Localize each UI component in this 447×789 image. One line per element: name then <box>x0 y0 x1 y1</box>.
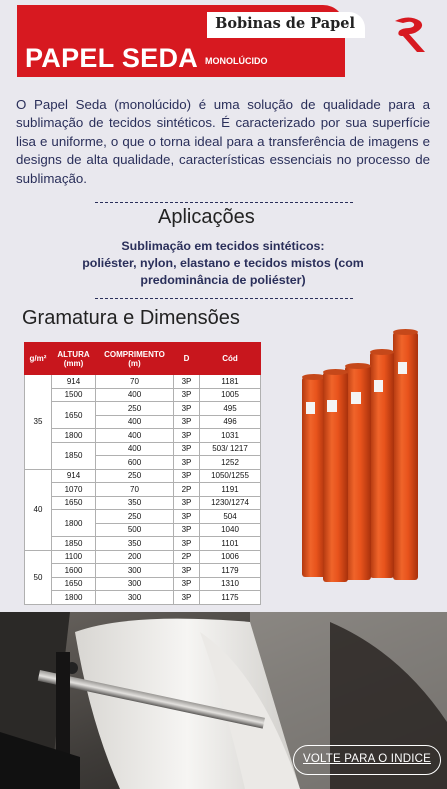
code-cell: 1101 <box>200 537 261 551</box>
height-cell: 1800 <box>52 510 96 537</box>
gsm-cell: 40 <box>25 469 52 550</box>
table-row <box>25 550 261 564</box>
code-cell: 1006 <box>200 550 261 564</box>
code-cell: 1050/1255 <box>200 469 261 483</box>
d-cell: 3P <box>174 510 200 524</box>
height-cell: 1500 <box>52 388 96 402</box>
specs-body <box>25 375 261 605</box>
col-header: D <box>174 343 200 375</box>
length-cell: 250 <box>96 402 174 416</box>
length-cell: 350 <box>96 496 174 510</box>
brand-logo <box>387 12 431 56</box>
divider <box>95 298 353 299</box>
code-cell: 503/ 1217 <box>200 442 261 456</box>
d-cell: 3P <box>174 591 200 605</box>
d-cell: 3P <box>174 523 200 537</box>
d-cell: 3P <box>174 388 200 402</box>
length-cell: 500 <box>96 523 174 537</box>
length-cell: 400 <box>96 415 174 429</box>
applications-title: Aplicações <box>158 206 255 228</box>
d-cell: 3P <box>174 469 200 483</box>
length-cell: 300 <box>96 577 174 591</box>
length-cell: 400 <box>96 388 174 402</box>
applications-line: Sublimação em tecidos sintéticos: <box>121 239 325 253</box>
height-cell: 914 <box>52 469 96 483</box>
code-cell: 495 <box>200 402 261 416</box>
height-cell: 1850 <box>52 537 96 551</box>
height-cell: 1650 <box>52 496 96 510</box>
length-cell: 300 <box>96 564 174 578</box>
table-row <box>25 591 261 605</box>
page-title: PAPEL SEDA <box>25 43 199 73</box>
length-cell: 600 <box>96 456 174 470</box>
page-subtitle: MONOLÚCIDO <box>205 56 268 66</box>
applications-line: predominância de poliéster) <box>140 273 306 287</box>
table-row <box>25 469 261 483</box>
table-row <box>25 510 261 524</box>
height-cell: 1800 <box>52 591 96 605</box>
code-cell: 1179 <box>200 564 261 578</box>
length-cell: 200 <box>96 550 174 564</box>
table-row <box>25 496 261 510</box>
code-cell: 1230/1274 <box>200 496 261 510</box>
intro-paragraph: O Papel Seda (monolúcido) é uma solução de qualidade para a sublimação de tecidos sintéticos. É caracterizado por sua superfície lisa e uniforme, o que o torna ideal para a transferência de imagens e designs de alta qualidade, características essenciais no processo de sublimação. <box>16 97 430 186</box>
length-cell: 400 <box>96 429 174 443</box>
length-cell: 70 <box>96 375 174 389</box>
d-cell: 3P <box>174 402 200 416</box>
d-cell: 3P <box>174 456 200 470</box>
d-cell: 3P <box>174 564 200 578</box>
back-to-index-button[interactable]: VOLTE PARA O INDICE <box>293 745 441 775</box>
category-label: Bobinas de Papel <box>215 15 355 32</box>
code-cell: 504 <box>200 510 261 524</box>
col-header: g/m² <box>25 343 52 375</box>
table-row <box>25 564 261 578</box>
d-cell: 2P <box>174 550 200 564</box>
code-cell: 1040 <box>200 523 261 537</box>
length-cell: 250 <box>96 469 174 483</box>
length-cell: 70 <box>96 483 174 497</box>
height-cell: 1100 <box>52 550 96 564</box>
d-cell: 3P <box>174 415 200 429</box>
d-cell: 3P <box>174 375 200 389</box>
header-banner <box>17 5 355 77</box>
height-cell: 1070 <box>52 483 96 497</box>
specs-table <box>24 342 261 605</box>
code-cell: 1181 <box>200 375 261 389</box>
height-cell: 914 <box>52 375 96 389</box>
code-cell: 1310 <box>200 577 261 591</box>
length-cell: 350 <box>96 537 174 551</box>
length-cell: 300 <box>96 591 174 605</box>
length-cell: 400 <box>96 442 174 456</box>
d-cell: 3P <box>174 429 200 443</box>
height-cell: 1650 <box>52 402 96 429</box>
code-cell: 1252 <box>200 456 261 470</box>
d-cell: 3P <box>174 537 200 551</box>
code-cell: 496 <box>200 415 261 429</box>
gsm-cell: 35 <box>25 375 52 470</box>
code-cell: 1175 <box>200 591 261 605</box>
col-header: ALTURA (mm) <box>52 343 96 375</box>
table-row <box>25 442 261 456</box>
d-cell: 3P <box>174 442 200 456</box>
divider <box>95 202 353 203</box>
applications-line: poliéster, nylon, elastano e tecidos mistos (com <box>82 256 364 270</box>
col-header: COMPRIMENTO (m) <box>96 343 174 375</box>
height-cell: 1650 <box>52 577 96 591</box>
table-row <box>25 577 261 591</box>
table-row <box>25 388 261 402</box>
code-cell: 1191 <box>200 483 261 497</box>
height-cell: 1800 <box>52 429 96 443</box>
paper-tubes-image <box>295 322 445 584</box>
category-tab <box>207 12 365 38</box>
gsm-cell: 50 <box>25 550 52 604</box>
table-row <box>25 537 261 551</box>
table-row <box>25 429 261 443</box>
col-header: Cód <box>200 343 261 375</box>
table-row <box>25 483 261 497</box>
table-row <box>25 375 261 389</box>
table-row <box>25 402 261 416</box>
specs-title: Gramatura e Dimensões <box>22 307 240 329</box>
d-cell: 3P <box>174 577 200 591</box>
code-cell: 1031 <box>200 429 261 443</box>
applications-text <box>40 238 406 289</box>
d-cell: 3P <box>174 496 200 510</box>
length-cell: 250 <box>96 510 174 524</box>
d-cell: 2P <box>174 483 200 497</box>
height-cell: 1600 <box>52 564 96 578</box>
height-cell: 1850 <box>52 442 96 469</box>
code-cell: 1005 <box>200 388 261 402</box>
